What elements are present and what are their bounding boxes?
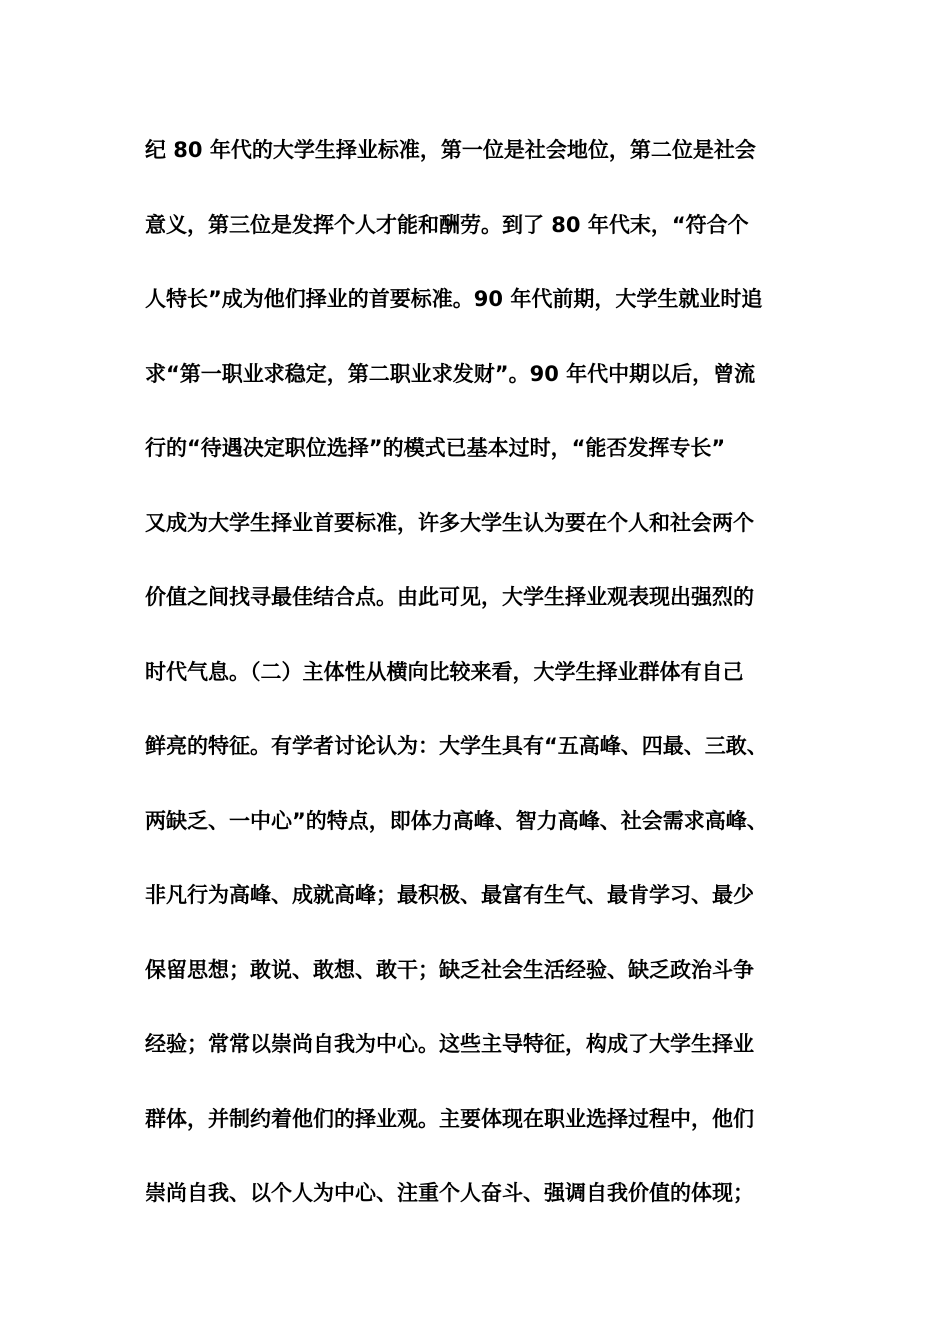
text-line: 求“第一职业求稳定，第二职业求发财”。90 年代中期以后，曾流 [145, 361, 756, 386]
text-line: 两缺乏、一中心”的特点，即体力高峰、智力高峰、社会需求高峰、 [145, 808, 768, 833]
text-line: 又成为大学生择业首要标准，许多大学生认为要在个人和社会两个 [145, 510, 754, 535]
text-line: 崇尚自我、以个人为中心、注重个人奋斗、强调自我价值的体现； [145, 1181, 754, 1205]
text-line: 价值之间找寻最佳结合点。由此可见，大学生择业观表现出强烈的 [145, 585, 754, 609]
text-line: 保留思想；敢说、敢想、敢干；缺乏社会生活经验、缺乏政治斗争 [145, 957, 754, 982]
text-line: 意义，第三位是发挥个人才能和酬劳。到了 80 年代末，“符合个 [145, 212, 749, 237]
text-line: 鲜亮的特征。有学者讨论认为：大学生具有“五高峰、四最、三敢、 [145, 734, 768, 758]
body-text [145, 128, 810, 1246]
text-line: 群体，并制约着他们的择业观。主要体现在职业选择过程中，他们 [145, 1106, 754, 1131]
text-line: 人特长”成为他们择业的首要标准。90 年代前期，大学生就业时追 [145, 287, 763, 311]
text-line: 非凡行为高峰、成就高峰；最积极、最富有生气、最肯学习、最少 [145, 883, 754, 907]
text-line: 时代气息。（二）主体性从横向比较来看，大学生择业群体有自己 [145, 659, 744, 684]
text-line: 经验；常常以崇尚自我为中心。这些主导特征，构成了大学生择业 [145, 1032, 754, 1056]
text-line: 纪 80 年代的大学生择业标准，第一位是社会地位，第二位是社会 [145, 138, 756, 162]
text-line: 行的“待遇决定职位选择”的模式已基本过时，“能否发挥专长” [145, 436, 726, 460]
